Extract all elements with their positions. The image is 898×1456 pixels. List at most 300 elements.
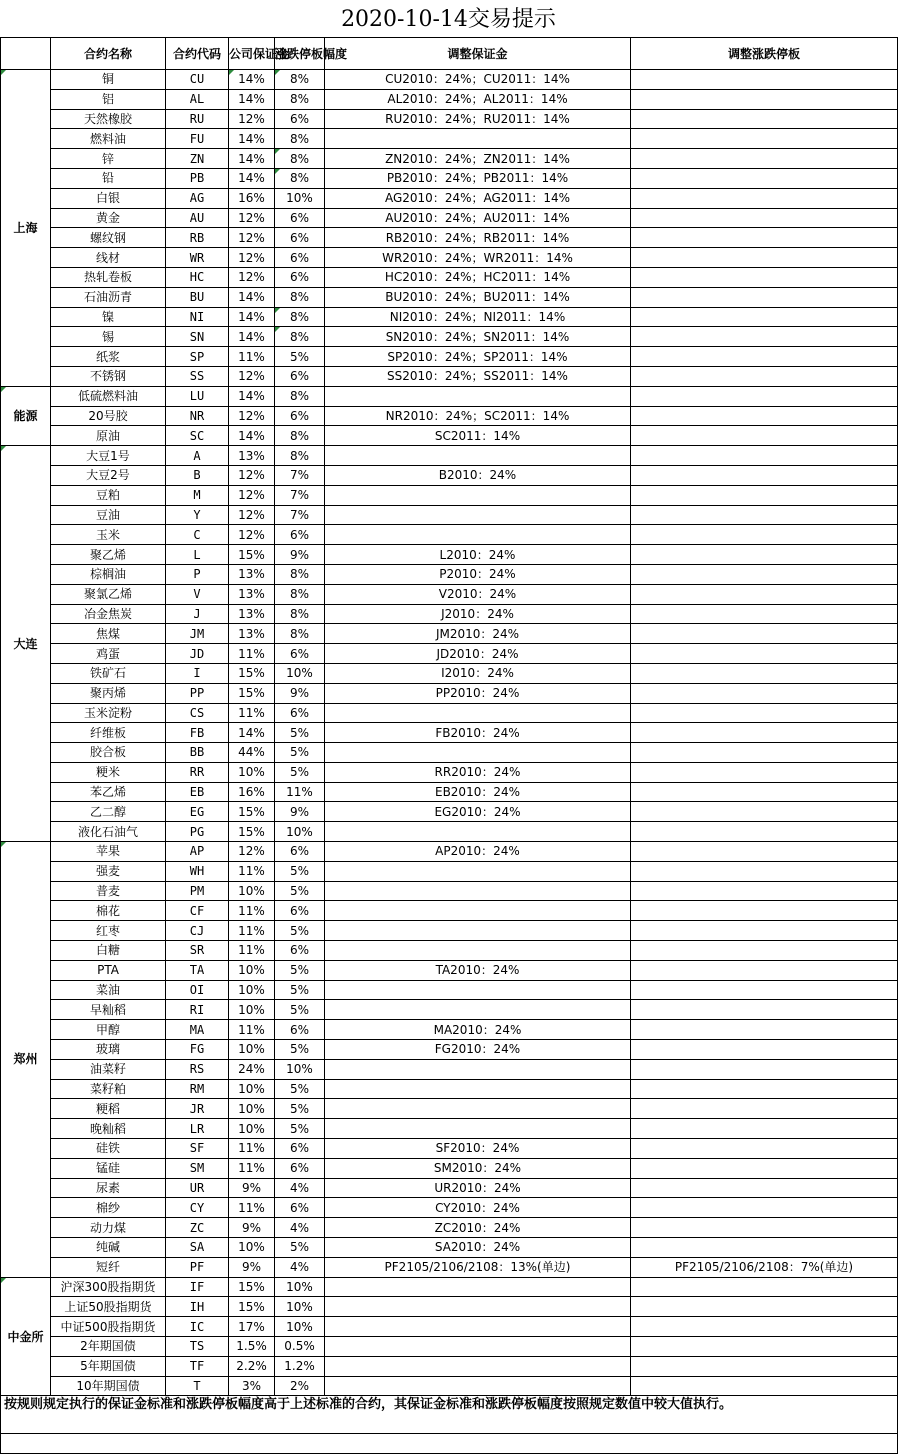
price-limit-cell: 8% — [275, 307, 325, 327]
company-margin-cell: 11% — [229, 1139, 275, 1159]
company-margin-cell: 11% — [229, 1158, 275, 1178]
contract-code-cell: FG — [166, 1040, 229, 1060]
contract-name-cell: 2年期国债 — [51, 1337, 166, 1357]
adjusted-margin-cell: PP2010：24% — [325, 683, 631, 703]
adjusted-limit-cell — [631, 743, 898, 763]
adjusted-limit-cell — [631, 446, 898, 466]
adjusted-limit-cell — [631, 822, 898, 842]
price-limit-cell: 6% — [275, 208, 325, 228]
contract-code-cell: IF — [166, 1277, 229, 1297]
adjusted-margin-cell: J2010：24% — [325, 604, 631, 624]
contract-code-cell: A — [166, 446, 229, 466]
table-row — [1, 1238, 898, 1258]
contract-code-cell: AG — [166, 188, 229, 208]
company-margin-cell: 14% — [229, 723, 275, 743]
contract-name-cell: 粳稻 — [51, 1099, 166, 1119]
contract-code-cell: C — [166, 525, 229, 545]
adjusted-margin-cell: ZN2010：24%；ZN2011：14% — [325, 149, 631, 169]
contract-name-cell: 菜油 — [51, 980, 166, 1000]
company-margin-cell: 14% — [229, 149, 275, 169]
table-row — [1, 1356, 898, 1376]
contract-name-cell: 大豆2号 — [51, 465, 166, 485]
company-margin-cell: 11% — [229, 703, 275, 723]
company-margin-cell: 11% — [229, 644, 275, 664]
price-limit-cell: 10% — [275, 663, 325, 683]
company-margin-cell: 12% — [229, 406, 275, 426]
price-limit-cell: 8% — [275, 426, 325, 446]
table-row — [1, 386, 898, 406]
price-limit-cell: 6% — [275, 644, 325, 664]
contract-code-cell: PF — [166, 1257, 229, 1277]
table-row — [1, 802, 898, 822]
adjusted-limit-cell — [631, 703, 898, 723]
adjusted-limit-cell — [631, 644, 898, 664]
contract-code-cell: TF — [166, 1356, 229, 1376]
adjusted-margin-cell: L2010：24% — [325, 545, 631, 565]
table-row — [1, 1317, 898, 1337]
table-row — [1, 505, 898, 525]
adjusted-limit-cell — [631, 1000, 898, 1020]
price-limit-cell: 10% — [275, 1297, 325, 1317]
adjusted-margin-cell: V2010：24% — [325, 584, 631, 604]
adjusted-limit-cell — [631, 1277, 898, 1297]
price-limit-cell: 6% — [275, 109, 325, 129]
adjusted-limit-cell — [631, 881, 898, 901]
adjusted-limit-cell — [631, 366, 898, 386]
price-limit-cell: 5% — [275, 861, 325, 881]
company-margin-cell: 3% — [229, 1376, 275, 1396]
price-limit-cell: 6% — [275, 267, 325, 287]
contract-code-cell: RB — [166, 228, 229, 248]
price-limit-cell: 11% — [275, 782, 325, 802]
contract-code-cell: CS — [166, 703, 229, 723]
price-limit-cell: 5% — [275, 743, 325, 763]
adjusted-margin-cell — [325, 921, 631, 941]
company-margin-cell: 15% — [229, 545, 275, 565]
adjusted-margin-cell: TA2010：24% — [325, 960, 631, 980]
table-row — [1, 89, 898, 109]
contract-code-cell: SF — [166, 1139, 229, 1159]
exchange-label: 中金所 — [1, 1277, 51, 1396]
company-margin-cell: 16% — [229, 782, 275, 802]
table-row — [1, 109, 898, 129]
table-row — [1, 723, 898, 743]
table-row — [1, 307, 898, 327]
table-row — [1, 1158, 898, 1178]
price-limit-cell: 5% — [275, 1238, 325, 1258]
adjusted-limit-cell — [631, 802, 898, 822]
adjusted-margin-cell — [325, 703, 631, 723]
adjusted-margin-cell: MA2010：24% — [325, 1020, 631, 1040]
table-row — [1, 1079, 898, 1099]
adjusted-margin-cell — [325, 1376, 631, 1396]
company-margin-cell: 10% — [229, 1099, 275, 1119]
adjusted-limit-cell — [631, 901, 898, 921]
table-row — [1, 604, 898, 624]
adjusted-margin-cell: EB2010：24% — [325, 782, 631, 802]
adjusted-margin-cell — [325, 1059, 631, 1079]
price-limit-cell: 8% — [275, 168, 325, 188]
adjusted-margin-cell: CU2010：24%；CU2011：14% — [325, 70, 631, 90]
header-row — [1, 38, 898, 70]
adjusted-limit-cell — [631, 1178, 898, 1198]
table-row — [1, 960, 898, 980]
contract-code-cell: IC — [166, 1317, 229, 1337]
contract-name-cell: 石油沥青 — [51, 287, 166, 307]
company-margin-cell: 15% — [229, 1277, 275, 1297]
contract-name-cell: 20号胶 — [51, 406, 166, 426]
contract-code-cell: LU — [166, 386, 229, 406]
contract-code-cell: CU — [166, 70, 229, 90]
price-limit-cell: 0.5% — [275, 1337, 325, 1357]
table-row — [1, 327, 898, 347]
adjusted-limit-cell — [631, 861, 898, 881]
contract-code-cell: I — [166, 663, 229, 683]
header-adjusted-margin: 调整保证金 — [325, 38, 631, 70]
adjusted-margin-cell — [325, 446, 631, 466]
price-limit-cell: 10% — [275, 1317, 325, 1337]
price-limit-cell: 5% — [275, 980, 325, 1000]
table-row — [1, 70, 898, 90]
contract-code-cell: SN — [166, 327, 229, 347]
contract-code-cell: FB — [166, 723, 229, 743]
company-margin-cell: 14% — [229, 70, 275, 90]
contract-code-cell: SR — [166, 941, 229, 961]
contract-name-cell: 豆粕 — [51, 485, 166, 505]
table-row — [1, 1218, 898, 1238]
contract-code-cell: JM — [166, 624, 229, 644]
contract-name-cell: 玻璃 — [51, 1040, 166, 1060]
adjusted-limit-cell — [631, 782, 898, 802]
contract-name-cell: 红枣 — [51, 921, 166, 941]
adjusted-margin-cell: FB2010：24% — [325, 723, 631, 743]
company-margin-cell: 11% — [229, 1198, 275, 1218]
adjusted-margin-cell: SF2010：24% — [325, 1139, 631, 1159]
table-row — [1, 545, 898, 565]
company-margin-cell: 12% — [229, 228, 275, 248]
contract-name-cell: 铝 — [51, 89, 166, 109]
contract-code-cell: MA — [166, 1020, 229, 1040]
contract-name-cell: 棉花 — [51, 901, 166, 921]
table-row — [1, 1198, 898, 1218]
adjusted-margin-cell: AP2010：24% — [325, 842, 631, 862]
contract-code-cell: PB — [166, 168, 229, 188]
header-exchange — [1, 38, 51, 70]
contract-code-cell: ZN — [166, 149, 229, 169]
adjusted-margin-cell — [325, 941, 631, 961]
table-row — [1, 248, 898, 268]
adjusted-margin-cell: AU2010：24%；AU2011：14% — [325, 208, 631, 228]
contract-name-cell: 粳米 — [51, 762, 166, 782]
table-row — [1, 1297, 898, 1317]
contract-code-cell: V — [166, 584, 229, 604]
adjusted-limit-cell — [631, 683, 898, 703]
adjusted-limit-cell — [631, 228, 898, 248]
adjusted-limit-cell — [631, 307, 898, 327]
price-limit-cell: 7% — [275, 485, 325, 505]
contract-name-cell: 玉米 — [51, 525, 166, 545]
company-margin-cell: 12% — [229, 109, 275, 129]
adjusted-margin-cell: SP2010：24%；SP2011：14% — [325, 347, 631, 367]
company-margin-cell: 10% — [229, 1000, 275, 1020]
table-row — [1, 762, 898, 782]
adjusted-margin-cell: FG2010：24% — [325, 1040, 631, 1060]
contract-name-cell: 白糖 — [51, 941, 166, 961]
contract-name-cell: 螺纹钢 — [51, 228, 166, 248]
adjusted-margin-cell — [325, 1277, 631, 1297]
adjusted-margin-cell: ZC2010：24% — [325, 1218, 631, 1238]
adjusted-margin-cell: P2010：24% — [325, 564, 631, 584]
adjusted-limit-cell — [631, 1099, 898, 1119]
contract-name-cell: 锰硅 — [51, 1158, 166, 1178]
contract-name-cell: 鸡蛋 — [51, 644, 166, 664]
price-limit-cell: 6% — [275, 248, 325, 268]
contract-name-cell: PTA — [51, 960, 166, 980]
price-limit-cell: 9% — [275, 545, 325, 565]
table-row — [1, 921, 898, 941]
adjusted-margin-cell: CY2010：24% — [325, 1198, 631, 1218]
adjusted-limit-cell — [631, 505, 898, 525]
adjusted-limit-cell — [631, 89, 898, 109]
adjusted-limit-cell — [631, 1356, 898, 1376]
contract-name-cell: 菜籽粕 — [51, 1079, 166, 1099]
adjusted-limit-cell — [631, 624, 898, 644]
contract-name-cell: 苹果 — [51, 842, 166, 862]
contract-code-cell: J — [166, 604, 229, 624]
table-row — [1, 1277, 898, 1297]
contract-name-cell: 强麦 — [51, 861, 166, 881]
adjusted-limit-cell — [631, 426, 898, 446]
table-row — [1, 1376, 898, 1396]
price-limit-cell: 6% — [275, 1158, 325, 1178]
company-margin-cell: 12% — [229, 366, 275, 386]
table-row — [1, 663, 898, 683]
contract-name-cell: 油菜籽 — [51, 1059, 166, 1079]
table-row — [1, 485, 898, 505]
price-limit-cell: 6% — [275, 228, 325, 248]
table-row — [1, 1257, 898, 1277]
price-limit-cell: 8% — [275, 604, 325, 624]
contract-name-cell: 燃料油 — [51, 129, 166, 149]
adjusted-margin-cell: NR2010：24%；SC2011：14% — [325, 406, 631, 426]
contract-name-cell: 聚乙烯 — [51, 545, 166, 565]
adjusted-limit-cell — [631, 1238, 898, 1258]
company-margin-cell: 13% — [229, 446, 275, 466]
table-row — [1, 842, 898, 862]
contract-name-cell: 低硫燃料油 — [51, 386, 166, 406]
adjusted-margin-cell: RU2010：24%；RU2011：14% — [325, 109, 631, 129]
company-margin-cell: 12% — [229, 248, 275, 268]
adjusted-margin-cell — [325, 881, 631, 901]
contract-code-cell: B — [166, 465, 229, 485]
table-row — [1, 347, 898, 367]
contract-name-cell: 沪深300股指期货 — [51, 1277, 166, 1297]
price-limit-cell: 2% — [275, 1376, 325, 1396]
contract-code-cell: JR — [166, 1099, 229, 1119]
contract-name-cell: 冶金焦炭 — [51, 604, 166, 624]
company-margin-cell: 9% — [229, 1257, 275, 1277]
table-row — [1, 1099, 898, 1119]
contract-name-cell: 铜 — [51, 70, 166, 90]
price-limit-cell: 5% — [275, 762, 325, 782]
company-margin-cell: 11% — [229, 1020, 275, 1040]
company-margin-cell: 15% — [229, 683, 275, 703]
price-limit-cell: 10% — [275, 1059, 325, 1079]
contract-name-cell: 普麦 — [51, 881, 166, 901]
company-margin-cell: 12% — [229, 465, 275, 485]
blank-row — [1, 1434, 898, 1454]
price-limit-cell: 4% — [275, 1178, 325, 1198]
adjusted-margin-cell: RR2010：24% — [325, 762, 631, 782]
adjusted-limit-cell — [631, 723, 898, 743]
company-margin-cell: 10% — [229, 881, 275, 901]
adjusted-margin-cell — [325, 1099, 631, 1119]
adjusted-limit-cell — [631, 386, 898, 406]
adjusted-margin-cell: SN2010：24%；SN2011：14% — [325, 327, 631, 347]
contract-name-cell: 中证500股指期货 — [51, 1317, 166, 1337]
footer-note: 按规则规定执行的保证金标准和涨跌停板幅度高于上述标准的合约，其保证金标准和涨跌停板幅度按照规定数值中较大值执行。 — [1, 1396, 898, 1434]
price-limit-cell: 8% — [275, 446, 325, 466]
adjusted-limit-cell — [631, 1317, 898, 1337]
adjusted-limit-cell — [631, 1040, 898, 1060]
contract-name-cell: 锌 — [51, 149, 166, 169]
price-limit-cell: 8% — [275, 89, 325, 109]
company-margin-cell: 11% — [229, 901, 275, 921]
contract-code-cell: P — [166, 564, 229, 584]
price-limit-cell: 5% — [275, 1000, 325, 1020]
adjusted-limit-cell — [631, 188, 898, 208]
company-margin-cell: 2.2% — [229, 1356, 275, 1376]
company-margin-cell: 13% — [229, 624, 275, 644]
table-row — [1, 208, 898, 228]
contract-code-cell: L — [166, 545, 229, 565]
price-limit-cell: 5% — [275, 347, 325, 367]
contract-name-cell: 早籼稻 — [51, 1000, 166, 1020]
contract-code-cell: FU — [166, 129, 229, 149]
company-margin-cell: 10% — [229, 1119, 275, 1139]
table-row — [1, 881, 898, 901]
contract-code-cell: PM — [166, 881, 229, 901]
price-limit-cell: 8% — [275, 564, 325, 584]
adjusted-limit-cell — [631, 941, 898, 961]
contract-code-cell: AU — [166, 208, 229, 228]
company-margin-cell: 13% — [229, 604, 275, 624]
price-limit-cell: 8% — [275, 149, 325, 169]
table-row — [1, 941, 898, 961]
adjusted-limit-cell — [631, 1297, 898, 1317]
adjusted-limit-cell — [631, 545, 898, 565]
contract-code-cell: RM — [166, 1079, 229, 1099]
header-company-margin: 公司保证金 — [229, 38, 275, 70]
price-limit-cell: 10% — [275, 1277, 325, 1297]
contract-code-cell: M — [166, 485, 229, 505]
contract-code-cell: NR — [166, 406, 229, 426]
adjusted-limit-cell — [631, 1020, 898, 1040]
table-row — [1, 564, 898, 584]
contract-name-cell: 纯碱 — [51, 1238, 166, 1258]
contract-code-cell: EG — [166, 802, 229, 822]
contract-name-cell: 短纤 — [51, 1257, 166, 1277]
company-margin-cell: 12% — [229, 267, 275, 287]
table-row — [1, 1337, 898, 1357]
contract-code-cell: RI — [166, 1000, 229, 1020]
company-margin-cell: 10% — [229, 960, 275, 980]
contract-name-cell: 玉米淀粉 — [51, 703, 166, 723]
contract-code-cell: RS — [166, 1059, 229, 1079]
adjusted-limit-cell — [631, 248, 898, 268]
footer-row — [1, 1396, 898, 1434]
price-limit-cell: 5% — [275, 1040, 325, 1060]
contract-code-cell: LR — [166, 1119, 229, 1139]
adjusted-limit-cell — [631, 663, 898, 683]
contract-code-cell: BB — [166, 743, 229, 763]
adjusted-margin-cell: NI2010：24%；NI2011：14% — [325, 307, 631, 327]
blank-cell — [1, 1434, 898, 1454]
company-margin-cell: 44% — [229, 743, 275, 763]
contract-name-cell: 豆油 — [51, 505, 166, 525]
table-row — [1, 861, 898, 881]
company-margin-cell: 13% — [229, 584, 275, 604]
contract-code-cell: RR — [166, 762, 229, 782]
contract-code-cell: EB — [166, 782, 229, 802]
exchange-label: 上海 — [1, 70, 51, 387]
price-limit-cell: 5% — [275, 960, 325, 980]
page-title: 2020-10-14交易提示 — [341, 7, 556, 32]
company-margin-cell: 15% — [229, 663, 275, 683]
contract-code-cell: BU — [166, 287, 229, 307]
price-limit-cell: 9% — [275, 683, 325, 703]
price-limit-cell: 4% — [275, 1257, 325, 1277]
company-margin-cell: 14% — [229, 426, 275, 446]
price-limit-cell: 8% — [275, 584, 325, 604]
company-margin-cell: 12% — [229, 525, 275, 545]
company-margin-cell: 15% — [229, 822, 275, 842]
adjusted-margin-cell: HC2010：24%；HC2011：14% — [325, 267, 631, 287]
adjusted-limit-cell — [631, 960, 898, 980]
company-margin-cell: 17% — [229, 1317, 275, 1337]
exchange-label: 大连 — [1, 446, 51, 842]
adjusted-limit-cell — [631, 762, 898, 782]
adjusted-margin-cell — [325, 861, 631, 881]
contract-name-cell: 聚丙烯 — [51, 683, 166, 703]
contract-name-cell: 棕榈油 — [51, 564, 166, 584]
trading-table — [0, 37, 898, 1454]
contract-code-cell: SA — [166, 1238, 229, 1258]
contract-code-cell: PG — [166, 822, 229, 842]
adjusted-limit-cell — [631, 1198, 898, 1218]
company-margin-cell: 16% — [229, 188, 275, 208]
company-margin-cell: 14% — [229, 129, 275, 149]
contract-name-cell: 动力煤 — [51, 1218, 166, 1238]
contract-name-cell: 上证50股指期货 — [51, 1297, 166, 1317]
company-margin-cell: 12% — [229, 505, 275, 525]
contract-name-cell: 不锈钢 — [51, 366, 166, 386]
contract-code-cell: NI — [166, 307, 229, 327]
company-margin-cell: 12% — [229, 842, 275, 862]
contract-name-cell: 纸浆 — [51, 347, 166, 367]
contract-name-cell: 镍 — [51, 307, 166, 327]
price-limit-cell: 8% — [275, 327, 325, 347]
adjusted-margin-cell: EG2010：24% — [325, 802, 631, 822]
contract-code-cell: RU — [166, 109, 229, 129]
header-adjusted-limit: 调整涨跌停板 — [631, 38, 898, 70]
adjusted-margin-cell: I2010：24% — [325, 663, 631, 683]
contract-code-cell: IH — [166, 1297, 229, 1317]
adjusted-margin-cell: SA2010：24% — [325, 1238, 631, 1258]
adjusted-margin-cell — [325, 386, 631, 406]
table-row — [1, 901, 898, 921]
contract-code-cell: CY — [166, 1198, 229, 1218]
